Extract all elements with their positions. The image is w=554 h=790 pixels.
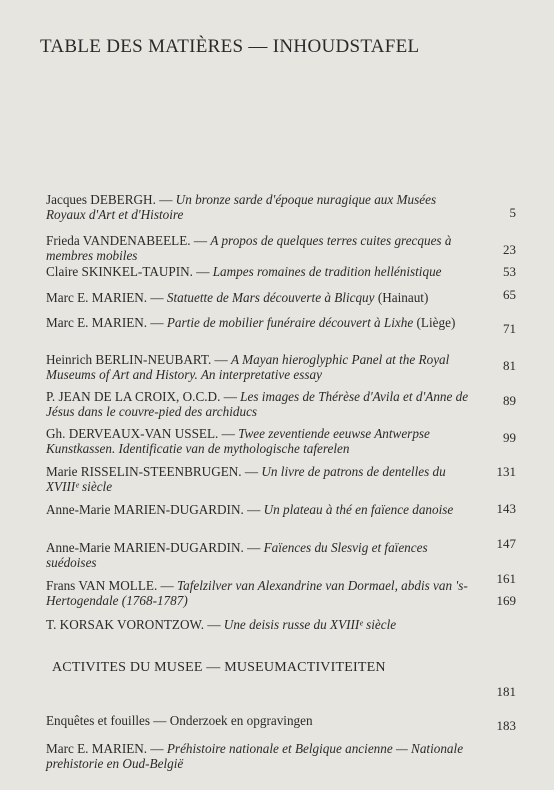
entry-title: Un livre de patrons de dentelles du XVIIIᵉ siècle: [46, 464, 446, 494]
toc-entry: [46, 264, 478, 279]
entry-title: Une deisis russe du XVIIIᵉ siècle: [223, 617, 397, 632]
entry-page-number: 143: [496, 501, 516, 516]
entry-title: Un bronze sarde d'époque nuragique aux Musées Royaux d'Art et d'Histoire: [46, 192, 437, 222]
entry-page-number: 65: [503, 287, 516, 302]
entry-page-number: 161: [496, 571, 516, 586]
entry-separator: —: [192, 264, 213, 279]
entry-page-number: 71: [503, 321, 516, 336]
entry-title: Twee zeventiende eeuwse Antwerpse Kunstkassen. Identificatie van de mythologische taferelen: [46, 426, 430, 456]
entry-separator: —: [220, 389, 241, 404]
entry-separator: —: [157, 578, 178, 593]
entry-author: Marc E. MARIEN.: [46, 315, 148, 330]
toc-entry: [46, 290, 478, 305]
entry-author: T. KORSAK VORONTZOW.: [46, 617, 205, 632]
entry-title: Faïences du Slesvig et faïences suédoises: [46, 540, 428, 570]
entry-page-number: 131: [496, 464, 516, 479]
section-page-number: 181: [496, 684, 516, 699]
entry-title: Un plateau à thé en faïence danoise: [263, 502, 454, 517]
entry-author: Marc E. MARIEN.: [46, 741, 148, 756]
entry-title: A Mayan hieroglyphic Panel at the Royal Museums of Art and History. An interpretative essay: [46, 352, 450, 382]
entry-author: P. JEAN DE LA CROIX, O.C.D.: [46, 389, 221, 404]
entry-separator: —: [155, 192, 176, 207]
entry-separator: —: [147, 315, 167, 330]
entry-title: Lampes romaines de tradition hellénistique: [212, 264, 442, 279]
entry-author: Frans VAN MOLLE.: [46, 578, 158, 593]
entry-separator: —: [241, 464, 262, 479]
entry-author: Jacques DEBERGH.: [46, 192, 156, 207]
entry-separator: —: [211, 352, 232, 367]
entry-page-number: 53: [503, 264, 516, 279]
toc-entry: [46, 617, 478, 632]
toc-entry: [46, 192, 478, 222]
entry-page-number: 23: [503, 242, 516, 257]
entry-separator: —: [243, 540, 264, 555]
entry-author: Anne-Marie MARIEN-DUGARDIN.: [46, 540, 244, 555]
toc-entry: [46, 578, 478, 608]
section-page-number: 183: [496, 718, 516, 733]
section-entry-text: Enquêtes et fouilles — Onderzoek en opgravingen: [46, 713, 313, 728]
entry-author: Gh. DERVEAUX-VAN USSEL.: [46, 426, 219, 441]
entry-extra: (Liège): [413, 315, 456, 330]
toc-entry: [46, 426, 478, 456]
entry-title: Préhistoire nationale et Belgique ancienne — Nationale prehistorie en Oud-België: [46, 741, 464, 771]
entry-author: Heinrich BERLIN-NEUBART.: [46, 352, 212, 367]
entry-separator: —: [147, 290, 167, 305]
toc-entry: [46, 464, 478, 494]
entry-separator: —: [218, 426, 239, 441]
entry-author: Claire SKINKEL-TAUPIN.: [46, 264, 193, 279]
toc-entry: [46, 540, 478, 570]
entry-page-number: 147: [496, 536, 516, 551]
entry-author: Anne-Marie MARIEN-DUGARDIN.: [46, 502, 244, 517]
entry-separator: —: [190, 233, 211, 248]
entry-extra: (Hainaut): [374, 290, 429, 305]
toc-entry: [46, 233, 478, 263]
entry-page-number: 81: [503, 358, 516, 373]
entry-title: A propos de quelques terres cuites grecques à membres mobiles: [46, 233, 452, 263]
entry-title: Partie de mobilier funéraire découvert à Lixhe: [166, 315, 414, 330]
entry-author: Frieda VANDENABEELE.: [46, 233, 191, 248]
section-entry: [46, 713, 478, 728]
entry-page-number: 5: [509, 205, 516, 220]
entry-author: Marie RISSELIN-STEENBRUGEN.: [46, 464, 242, 479]
toc-entry: [46, 502, 478, 517]
section-heading: ACTIVITES DU MUSEE — MUSEUMACTIVITEITEN: [52, 660, 386, 675]
page-title: TABLE DES MATIÈRES — INHOUDSTAFEL: [40, 36, 420, 57]
entry-page-number: 99: [503, 430, 516, 445]
toc-entry: [46, 389, 478, 419]
entry-title: Statuette de Mars découverte à Blicquy: [166, 290, 375, 305]
entry-page-number: 169: [496, 593, 516, 608]
entry-separator: —: [204, 617, 224, 632]
entry-title: Les images de Thérèse d'Avila et d'Anne de Jésus dans le couvre-pied des archiducs: [46, 389, 469, 419]
section-entry: [46, 741, 478, 771]
entry-page-number: 89: [503, 393, 516, 408]
entry-author: Marc E. MARIEN.: [46, 290, 148, 305]
toc-entry: [46, 315, 478, 330]
entry-separator: —: [243, 502, 264, 517]
toc-entry: [46, 352, 478, 382]
entry-separator: —: [147, 741, 167, 756]
entry-title: Tafelzilver van Alexandrine van Dormael, abdis van 's-Hertogendale (1768-1787): [46, 578, 468, 608]
